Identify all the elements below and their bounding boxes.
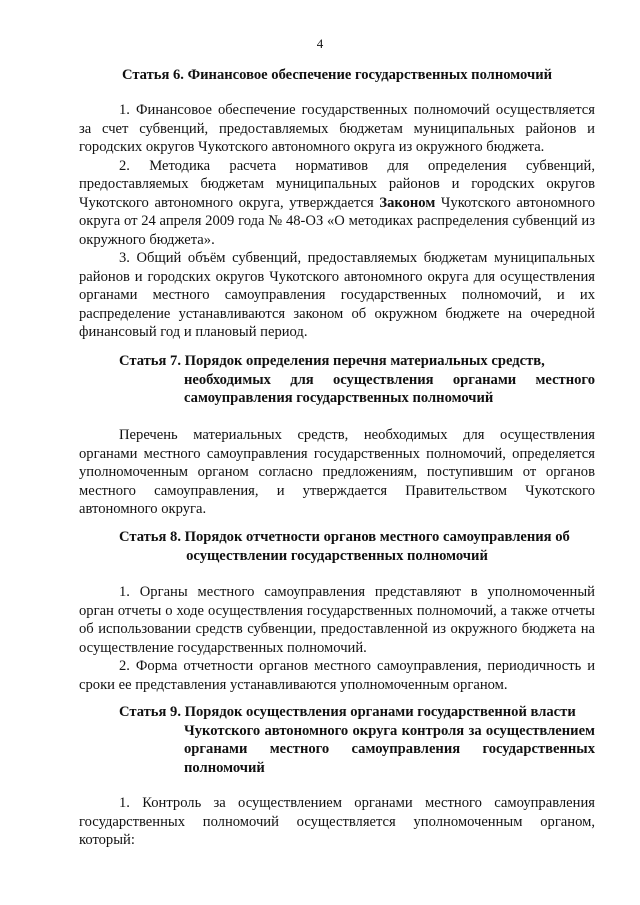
article-6-paragraph-2 [79, 157, 595, 250]
article-7-title-rest: необходимых для осуществления органами местного самоуправления государственных полномочий [184, 371, 595, 406]
article-8-title [79, 528, 595, 565]
article-9-body [79, 794, 595, 850]
article-9-label: Статья 9. [119, 704, 181, 720]
article-7-paragraph-1: Перечень материальных средств, необходимых для осуществления органами местного самоуправления государственных полномочий, определяется уполномоченным органом согласно предложениям, поступившим от органов местного самоуправления, и утверждается Правительством Чукотского автономного округа. [79, 427, 595, 517]
article-7-label: Статья 7. [119, 353, 181, 369]
article-8-title-line-1: Статья 8. Порядок отчетности органов местного самоуправления об [119, 529, 570, 545]
article-6-title: Статья 6. Финансовое обеспечение государственных полномочий [121, 67, 553, 83]
article-7-title-first: Порядок определения перечня материальных средств, [184, 353, 545, 369]
page-number: 4 [316, 36, 324, 51]
law-reference: Законом [379, 194, 436, 211]
article-9-title [79, 703, 595, 777]
article-6-paragraph-1: 1. Финансовое обеспечение государственных полномочий осуществляется за счет субвенций, предоставляемых бюджетам муниципальных районов и городских округов Чукотского автономного округа из окружного бюджета. [79, 102, 595, 155]
article-8-title-line-2: осуществлении государственных полномочий [186, 547, 488, 564]
article-9-title-rest: Чукотского автономного округа контроля за осуществлением органами местного самоуправления государственных полномочий [184, 722, 595, 776]
article-6-paragraph-2-text-b: Чукотского автономного округа от 24 апреля 2009 года № 48-ОЗ «О методиках распределения субвенций из окружного бюджета». [79, 194, 595, 248]
article-9-paragraph-1: 1. Контроль за осуществлением органами местного самоуправления государственных полномочий осуществляется уполномоченным органом, который: [79, 795, 595, 848]
article-9-title-line-1 [79, 703, 595, 722]
article-8-paragraph-2: 2. Форма отчетности органов местного самоуправления, периодичность и сроки ее представления устанавливаются уполномоченным органом. [79, 658, 595, 693]
article-6-body [79, 101, 595, 342]
article-8-body [79, 583, 595, 694]
article-8-paragraph-1: 1. Органы местного самоуправления представляют в уполномоченный орган отчеты о ходе осуществления государственных полномочий, а также отчеты об использовании средств субвенции, предоставленной из окружного бюджета на осуществление государственных полномочий. [79, 584, 595, 656]
article-6-paragraph-2-text-a: 2. Методика расчета нормативов для определения субвенций, предоставляемых бюджетам муниципальных районов и городских округов Чукотского автономного округа, утверждается [79, 157, 595, 211]
article-6-paragraph-3: 3. Общий объём субвенций, предоставляемых бюджетам муниципальных районов и городских округов Чукотского автономного округа для осуществления органами местного самоуправления государственных полномочий, и их распределение устанавливаются законом об окружном бюджете на очередной финансовый год и плановый период. [79, 250, 595, 340]
article-7-title [79, 352, 595, 408]
article-9-title-first: Порядок осуществления органами государственной власти [184, 704, 576, 720]
article-7-body [79, 426, 595, 519]
article-7-title-line-1 [79, 352, 595, 371]
